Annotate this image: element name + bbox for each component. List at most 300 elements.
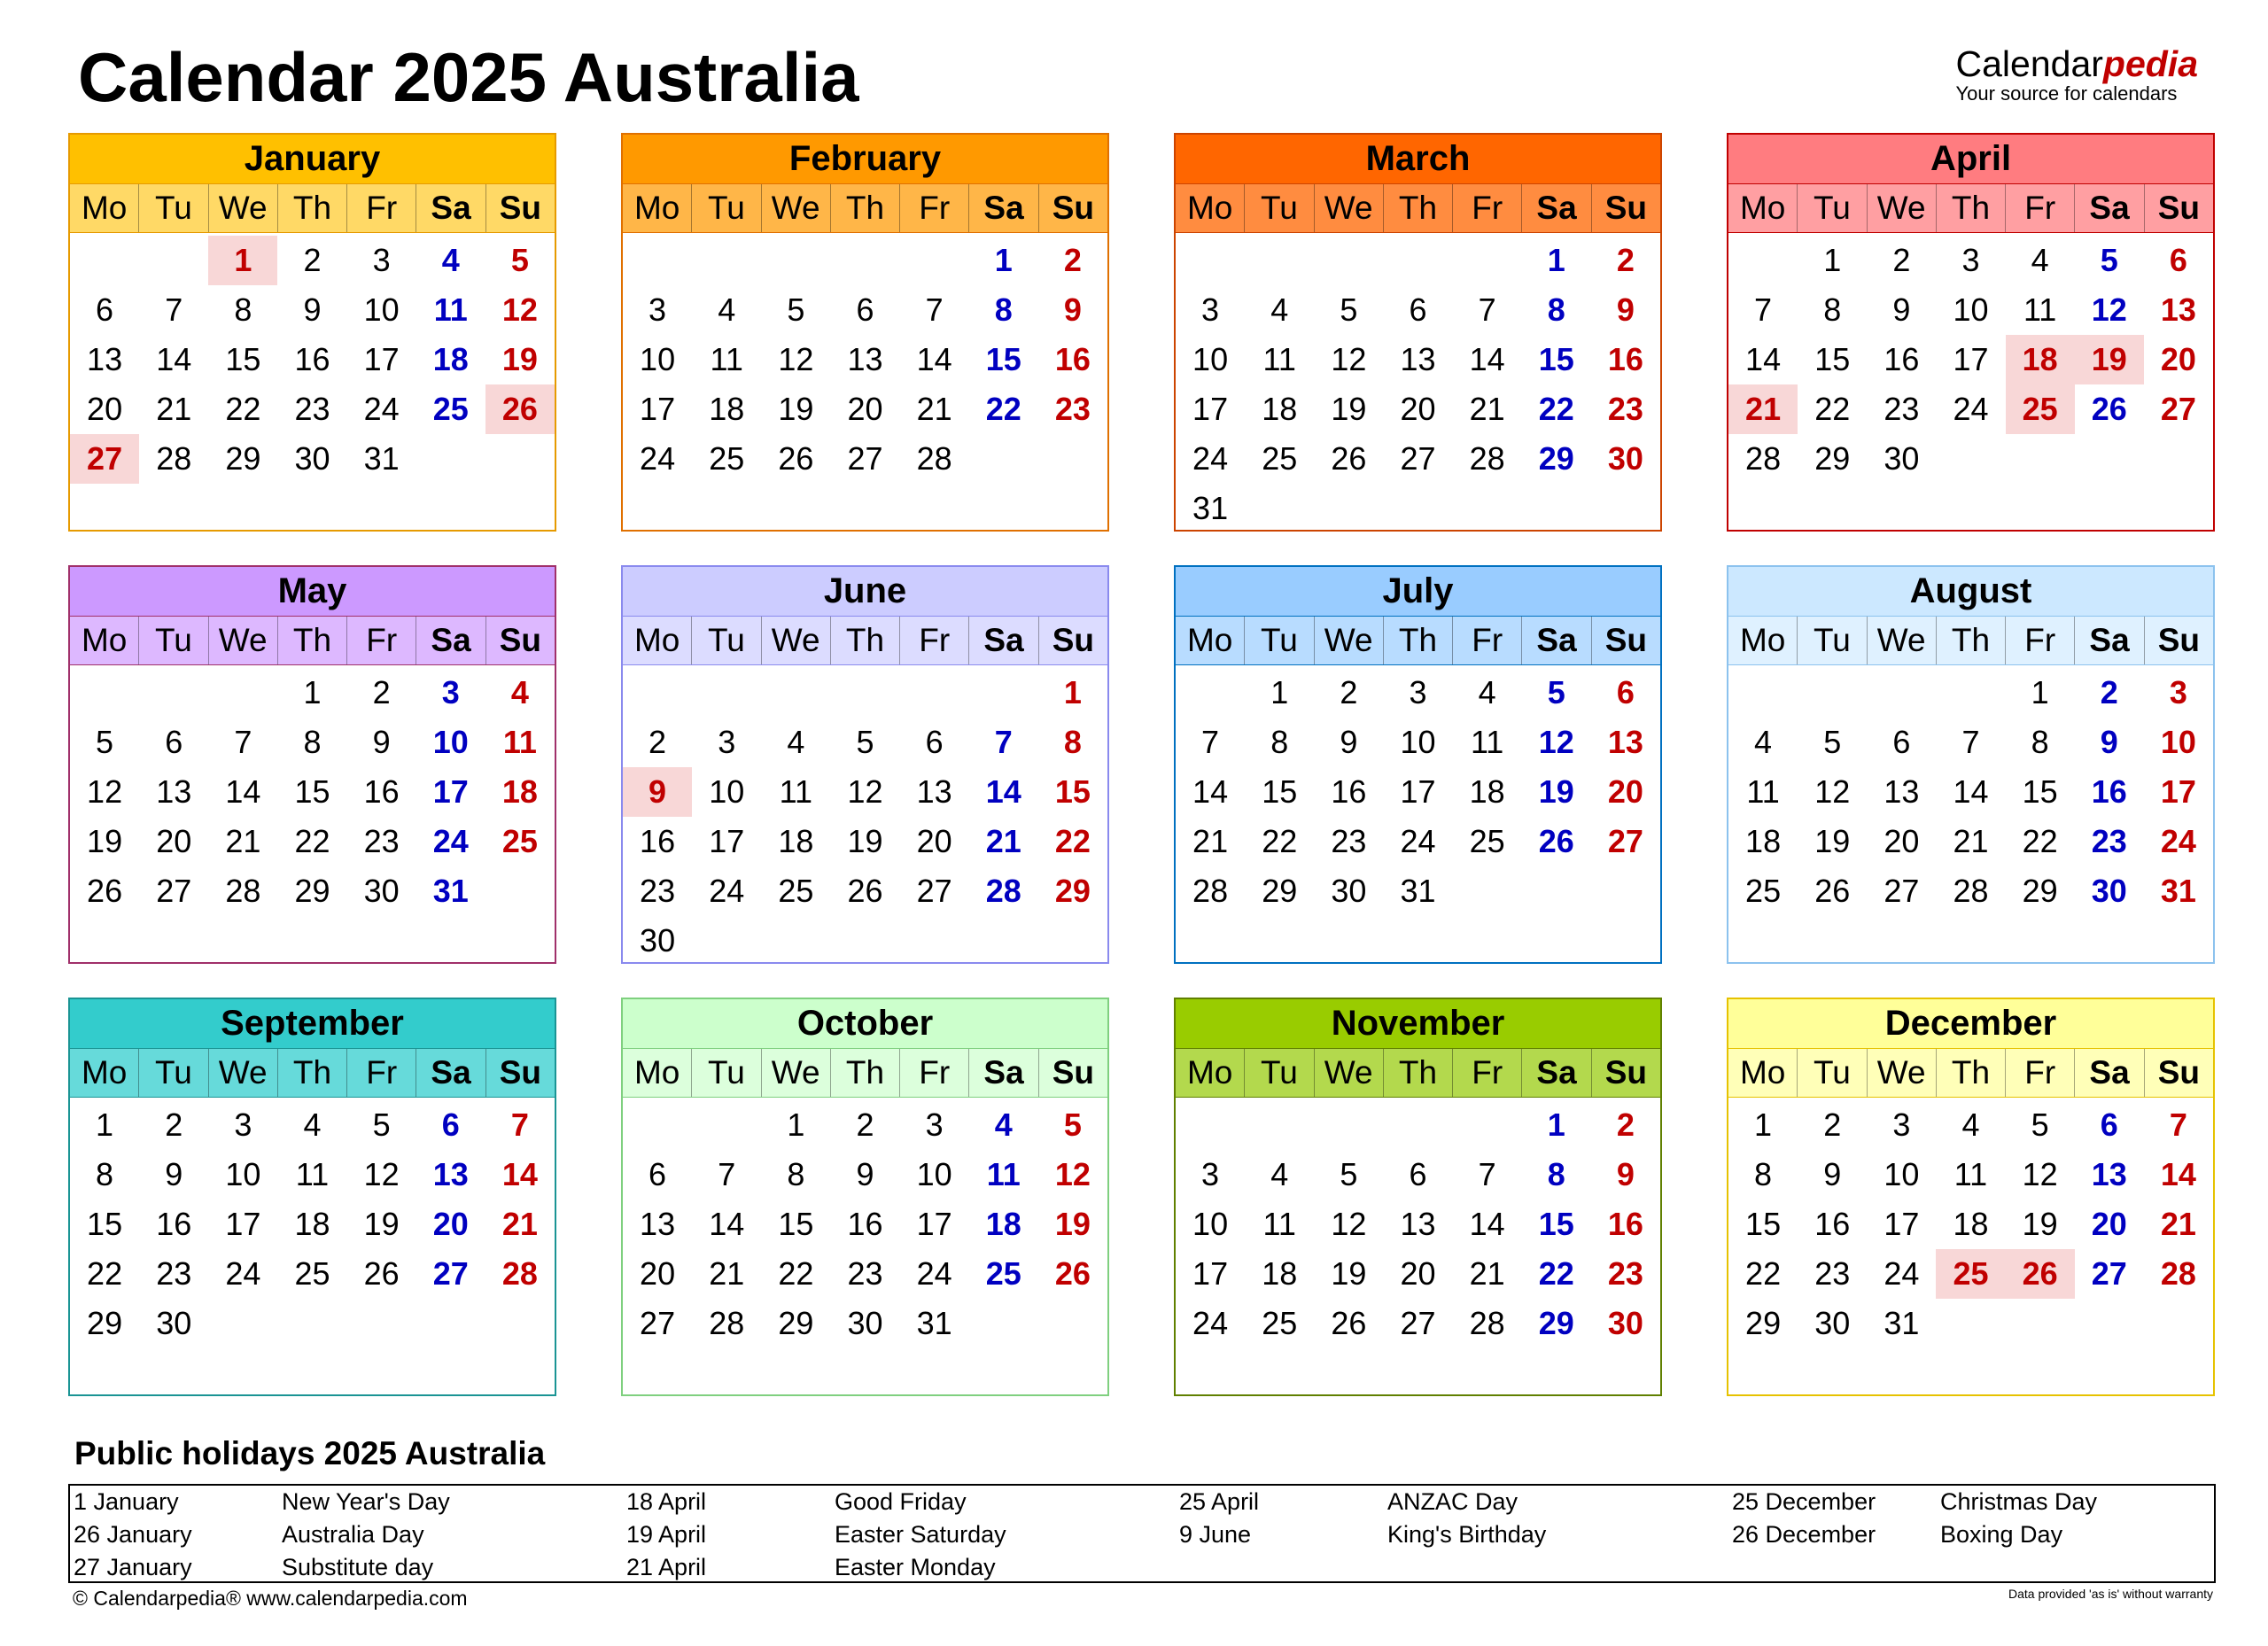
day-cell[interactable]: 18 (1262, 391, 1298, 427)
day-cell[interactable]: 9 (856, 1156, 874, 1192)
day-cell[interactable]: 1 (1547, 242, 1565, 278)
day-cell[interactable]: 15 (778, 1206, 814, 1242)
day-cell[interactable]: 9 (1823, 1156, 1842, 1192)
day-cell[interactable]: 17 (1192, 1255, 1229, 1292)
day-cell[interactable]: 17 (640, 391, 676, 427)
day-cell[interactable]: 30 (1884, 440, 1920, 477)
day-cell[interactable]: 24 (1192, 1305, 1229, 1341)
day-cell[interactable]: 24 (2160, 823, 2196, 859)
day-cell[interactable]: 15 (1262, 773, 1298, 810)
day-cell[interactable]: 10 (640, 341, 676, 377)
day-cell[interactable]: 7 (1478, 1156, 1496, 1192)
day-cell[interactable]: 25 (1745, 873, 1782, 909)
day-cell[interactable]: 23 (363, 823, 400, 859)
day-cell[interactable]: 13 (640, 1206, 676, 1242)
day-cell[interactable]: 12 (1054, 1156, 1091, 1192)
day-cell[interactable]: 26 (485, 384, 555, 434)
day-cell[interactable]: 16 (1331, 773, 1367, 810)
day-cell[interactable]: 9 (1340, 724, 1358, 760)
day-cell[interactable]: 13 (2160, 291, 2196, 328)
day-cell[interactable]: 29 (1538, 440, 1574, 477)
day-cell[interactable]: 23 (156, 1255, 192, 1292)
day-cell[interactable]: 2 (1340, 674, 1358, 710)
day-cell[interactable]: 6 (2100, 1106, 2118, 1143)
day-cell[interactable]: 22 (778, 1255, 814, 1292)
day-cell[interactable]: 12 (501, 291, 538, 328)
day-cell[interactable]: 30 (1607, 440, 1643, 477)
day-cell[interactable]: 27 (847, 440, 883, 477)
day-cell[interactable]: 9 (372, 724, 391, 760)
day-cell[interactable]: 20 (847, 391, 883, 427)
day-cell[interactable]: 23 (1054, 391, 1091, 427)
day-cell[interactable]: 11 (1262, 1206, 1296, 1242)
day-cell[interactable]: 7 (925, 291, 944, 328)
day-cell[interactable]: 17 (709, 823, 745, 859)
day-cell[interactable]: 29 (87, 1305, 123, 1341)
day-cell[interactable]: 13 (432, 1156, 469, 1192)
day-cell[interactable]: 23 (1331, 823, 1367, 859)
day-cell[interactable]: 19 (2022, 1206, 2058, 1242)
day-cell[interactable]: 27 (1607, 823, 1643, 859)
day-cell[interactable]: 16 (363, 773, 400, 810)
day-cell[interactable]: 12 (2022, 1156, 2058, 1192)
day-cell[interactable]: 7 (1961, 724, 1980, 760)
day-cell[interactable]: 9 (1616, 291, 1635, 328)
day-cell[interactable]: 14 (985, 773, 1021, 810)
day-cell[interactable]: 28 (709, 1305, 745, 1341)
day-cell[interactable]: 21 (916, 391, 952, 427)
day-cell[interactable]: 12 (363, 1156, 400, 1192)
day-cell[interactable]: 16 (1607, 341, 1643, 377)
day-cell[interactable]: 22 (1538, 1255, 1574, 1292)
day-cell[interactable]: 24 (640, 440, 676, 477)
day-cell[interactable]: 19 (87, 823, 123, 859)
day-cell[interactable]: 8 (1754, 1156, 1773, 1192)
day-cell[interactable]: 12 (87, 773, 123, 810)
day-cell[interactable]: 7 (1201, 724, 1220, 760)
day-cell[interactable]: 22 (294, 823, 330, 859)
day-cell[interactable]: 15 (1538, 341, 1574, 377)
day-cell[interactable]: 7 (234, 724, 252, 760)
day-cell[interactable]: 3 (1201, 1156, 1220, 1192)
day-cell[interactable]: 28 (1469, 440, 1505, 477)
day-cell[interactable]: 1 (2031, 674, 2049, 710)
day-cell[interactable]: 16 (1814, 1206, 1851, 1242)
day-cell[interactable]: 4 (510, 674, 529, 710)
day-cell[interactable]: 17 (225, 1206, 261, 1242)
day-cell[interactable]: 17 (1953, 341, 1989, 377)
day-cell[interactable]: 22 (1054, 823, 1091, 859)
day-cell[interactable]: 27 (640, 1305, 676, 1341)
day-cell[interactable]: 14 (709, 1206, 745, 1242)
day-cell[interactable]: 29 (1745, 1305, 1782, 1341)
day-cell[interactable]: 26 (847, 873, 883, 909)
day-cell[interactable]: 3 (372, 242, 391, 278)
day-cell[interactable]: 8 (1547, 1156, 1565, 1192)
day-cell[interactable]: 27 (916, 873, 952, 909)
day-cell[interactable]: 10 (1953, 291, 1989, 328)
day-cell[interactable]: 17 (2160, 773, 2196, 810)
day-cell[interactable]: 16 (294, 341, 330, 377)
day-cell[interactable]: 13 (2091, 1156, 2127, 1192)
day-cell[interactable]: 4 (1270, 291, 1289, 328)
day-cell[interactable]: 9 (165, 1156, 183, 1192)
day-cell[interactable]: 3 (718, 724, 736, 760)
day-cell[interactable]: 28 (156, 440, 192, 477)
day-cell[interactable]: 1 (1823, 242, 1842, 278)
day-cell[interactable]: 28 (1953, 873, 1989, 909)
day-cell[interactable]: 21 (1192, 823, 1229, 859)
day-cell[interactable]: 22 (985, 391, 1021, 427)
day-cell[interactable]: 28 (2160, 1255, 2196, 1292)
day-cell[interactable]: 5 (1340, 1156, 1358, 1192)
day-cell[interactable]: 19 (2075, 335, 2144, 384)
day-cell[interactable]: 14 (1192, 773, 1229, 810)
day-cell[interactable]: 24 (225, 1255, 261, 1292)
day-cell[interactable]: 19 (1054, 1206, 1091, 1242)
day-cell[interactable]: 1 (303, 674, 322, 710)
day-cell[interactable]: 14 (2160, 1156, 2196, 1192)
day-cell[interactable]: 16 (1607, 1206, 1643, 1242)
day-cell[interactable]: 29 (1538, 1305, 1574, 1341)
day-cell[interactable]: 11 (779, 773, 813, 810)
day-cell[interactable]: 29 (2022, 873, 2058, 909)
day-cell[interactable]: 5 (1063, 1106, 1082, 1143)
day-cell[interactable]: 29 (1814, 440, 1851, 477)
day-cell[interactable]: 15 (1745, 1206, 1782, 1242)
day-cell[interactable]: 26 (778, 440, 814, 477)
day-cell[interactable]: 29 (1054, 873, 1091, 909)
day-cell[interactable]: 3 (925, 1106, 944, 1143)
day-cell[interactable]: 20 (2091, 1206, 2127, 1242)
day-cell[interactable]: 8 (1823, 291, 1842, 328)
day-cell[interactable]: 30 (1607, 1305, 1643, 1341)
day-cell[interactable]: 23 (640, 873, 676, 909)
day-cell[interactable]: 30 (1814, 1305, 1851, 1341)
day-cell[interactable]: 4 (303, 1106, 322, 1143)
day-cell[interactable]: 23 (847, 1255, 883, 1292)
day-cell[interactable]: 25 (294, 1255, 330, 1292)
day-cell[interactable]: 18 (432, 341, 469, 377)
day-cell[interactable]: 8 (234, 291, 252, 328)
day-cell[interactable]: 23 (1814, 1255, 1851, 1292)
day-cell[interactable]: 25 (1936, 1249, 2005, 1299)
day-cell[interactable]: 7 (2169, 1106, 2187, 1143)
day-cell[interactable]: 9 (303, 291, 322, 328)
day-cell[interactable]: 9 (1616, 1156, 1635, 1192)
day-cell[interactable]: 3 (234, 1106, 252, 1143)
day-cell[interactable]: 6 (925, 724, 944, 760)
day-cell[interactable]: 18 (2006, 335, 2075, 384)
day-cell[interactable]: 22 (1814, 391, 1851, 427)
day-cell[interactable]: 30 (156, 1305, 192, 1341)
day-cell[interactable]: 7 (994, 724, 1013, 760)
day-cell[interactable]: 8 (303, 724, 322, 760)
day-cell[interactable]: 3 (649, 291, 667, 328)
day-cell[interactable]: 23 (1884, 391, 1920, 427)
day-cell[interactable]: 24 (1884, 1255, 1920, 1292)
day-cell[interactable]: 13 (1607, 724, 1643, 760)
day-cell[interactable]: 10 (1192, 1206, 1229, 1242)
day-cell[interactable]: 2 (2100, 674, 2118, 710)
day-cell[interactable]: 31 (2160, 873, 2196, 909)
day-cell[interactable]: 16 (1884, 341, 1920, 377)
day-cell[interactable]: 11 (1470, 724, 1504, 760)
day-cell[interactable]: 6 (96, 291, 114, 328)
day-cell[interactable]: 6 (649, 1156, 667, 1192)
day-cell[interactable]: 5 (856, 724, 874, 760)
day-cell[interactable]: 27 (156, 873, 192, 909)
day-cell[interactable]: 5 (510, 242, 529, 278)
day-cell[interactable]: 19 (363, 1206, 400, 1242)
day-cell[interactable]: 12 (778, 341, 814, 377)
day-cell[interactable]: 26 (1538, 823, 1574, 859)
day-cell[interactable]: 31 (916, 1305, 952, 1341)
day-cell[interactable]: 14 (1745, 341, 1782, 377)
day-cell[interactable]: 19 (847, 823, 883, 859)
day-cell[interactable]: 25 (709, 440, 745, 477)
day-cell[interactable]: 31 (1192, 490, 1229, 526)
day-cell[interactable]: 20 (1400, 391, 1436, 427)
day-cell[interactable]: 3 (1961, 242, 1980, 278)
day-cell[interactable]: 7 (165, 291, 183, 328)
day-cell[interactable]: 26 (1054, 1255, 1091, 1292)
day-cell[interactable]: 24 (432, 823, 469, 859)
day-cell[interactable]: 14 (225, 773, 261, 810)
day-cell[interactable]: 2 (1616, 242, 1635, 278)
day-cell[interactable]: 4 (441, 242, 460, 278)
day-cell[interactable]: 18 (501, 773, 538, 810)
day-cell[interactable]: 4 (2031, 242, 2049, 278)
day-cell[interactable]: 6 (856, 291, 874, 328)
day-cell[interactable]: 20 (2160, 341, 2196, 377)
day-cell[interactable]: 4 (1478, 674, 1496, 710)
day-cell[interactable]: 1 (1754, 1106, 1773, 1143)
day-cell[interactable]: 22 (2022, 823, 2058, 859)
day-cell[interactable]: 1 (787, 1106, 805, 1143)
day-cell[interactable]: 28 (916, 440, 952, 477)
day-cell[interactable]: 11 (295, 1156, 330, 1192)
day-cell[interactable]: 23 (1607, 1255, 1643, 1292)
day-cell[interactable]: 29 (294, 873, 330, 909)
day-cell[interactable]: 17 (1400, 773, 1436, 810)
day-cell[interactable]: 18 (1469, 773, 1505, 810)
day-cell[interactable]: 23 (2091, 823, 2127, 859)
day-cell[interactable]: 6 (1409, 1156, 1427, 1192)
day-cell[interactable]: 6 (2169, 242, 2187, 278)
day-cell[interactable]: 31 (1884, 1305, 1920, 1341)
day-cell[interactable]: 5 (2031, 1106, 2049, 1143)
day-cell[interactable]: 2 (372, 674, 391, 710)
day-cell[interactable]: 3 (1892, 1106, 1911, 1143)
day-cell[interactable]: 27 (432, 1255, 469, 1292)
day-cell[interactable]: 28 (985, 873, 1021, 909)
day-cell[interactable]: 19 (1331, 1255, 1367, 1292)
day-cell[interactable]: 18 (294, 1206, 330, 1242)
day-cell[interactable]: 27 (1884, 873, 1920, 909)
day-cell[interactable]: 4 (994, 1106, 1013, 1143)
day-cell[interactable]: 4 (1961, 1106, 1980, 1143)
day-cell[interactable]: 19 (1814, 823, 1851, 859)
day-cell[interactable]: 18 (1745, 823, 1782, 859)
day-cell[interactable]: 7 (1754, 291, 1773, 328)
day-cell[interactable]: 15 (985, 341, 1021, 377)
day-cell[interactable]: 25 (2006, 384, 2075, 434)
day-cell[interactable]: 5 (1340, 291, 1358, 328)
day-cell[interactable]: 15 (1538, 1206, 1574, 1242)
day-cell[interactable]: 11 (710, 341, 743, 377)
day-cell[interactable]: 10 (1884, 1156, 1920, 1192)
day-cell[interactable]: 15 (1814, 341, 1851, 377)
day-cell[interactable]: 4 (1754, 724, 1773, 760)
day-cell[interactable]: 8 (1547, 291, 1565, 328)
day-cell[interactable]: 18 (709, 391, 745, 427)
day-cell[interactable]: 16 (640, 823, 676, 859)
day-cell[interactable]: 30 (1331, 873, 1367, 909)
day-cell[interactable]: 21 (1728, 384, 1798, 434)
day-cell[interactable]: 19 (778, 391, 814, 427)
day-cell[interactable]: 22 (1538, 391, 1574, 427)
day-cell[interactable]: 30 (640, 922, 676, 959)
day-cell[interactable]: 11 (502, 724, 537, 760)
day-cell[interactable]: 27 (70, 434, 139, 484)
day-cell[interactable]: 14 (1469, 1206, 1505, 1242)
day-cell[interactable]: 16 (2091, 773, 2127, 810)
day-cell[interactable]: 2 (1063, 242, 1082, 278)
day-cell[interactable]: 20 (432, 1206, 469, 1242)
day-cell[interactable]: 16 (156, 1206, 192, 1242)
day-cell[interactable]: 13 (1884, 773, 1920, 810)
day-cell[interactable]: 8 (787, 1156, 805, 1192)
day-cell[interactable]: 1 (1063, 674, 1082, 710)
day-cell[interactable]: 21 (1469, 1255, 1505, 1292)
day-cell[interactable]: 8 (994, 291, 1013, 328)
day-cell[interactable]: 24 (1953, 391, 1989, 427)
day-cell[interactable]: 11 (433, 291, 468, 328)
day-cell[interactable]: 24 (709, 873, 745, 909)
day-cell[interactable]: 10 (1400, 724, 1436, 760)
day-cell[interactable]: 10 (2160, 724, 2196, 760)
day-cell[interactable]: 30 (2091, 873, 2127, 909)
day-cell[interactable]: 24 (916, 1255, 952, 1292)
day-cell[interactable]: 12 (847, 773, 883, 810)
day-cell[interactable]: 8 (1063, 724, 1082, 760)
day-cell[interactable]: 30 (847, 1305, 883, 1341)
day-cell[interactable]: 22 (1262, 823, 1298, 859)
day-cell[interactable]: 6 (1892, 724, 1911, 760)
day-cell[interactable]: 9 (2100, 724, 2118, 760)
day-cell[interactable]: 27 (1400, 440, 1436, 477)
day-cell[interactable]: 23 (294, 391, 330, 427)
day-cell[interactable]: 2 (856, 1106, 874, 1143)
day-cell[interactable]: 22 (225, 391, 261, 427)
day-cell[interactable]: 5 (96, 724, 114, 760)
day-cell[interactable]: 14 (916, 341, 952, 377)
day-cell[interactable]: 12 (2091, 291, 2127, 328)
day-cell[interactable]: 26 (1814, 873, 1851, 909)
day-cell[interactable]: 2 (1616, 1106, 1635, 1143)
day-cell[interactable]: 2 (165, 1106, 183, 1143)
day-cell[interactable]: 3 (2169, 674, 2187, 710)
day-cell[interactable]: 11 (2023, 291, 2057, 328)
day-cell[interactable]: 16 (847, 1206, 883, 1242)
day-cell[interactable]: 1 (96, 1106, 114, 1143)
day-cell[interactable]: 5 (2100, 242, 2118, 278)
day-cell[interactable]: 2 (1823, 1106, 1842, 1143)
day-cell[interactable]: 25 (1262, 1305, 1298, 1341)
day-cell[interactable]: 17 (1884, 1206, 1920, 1242)
day-cell[interactable]: 13 (156, 773, 192, 810)
day-cell[interactable]: 25 (1469, 823, 1505, 859)
day-cell[interactable]: 5 (1547, 674, 1565, 710)
day-cell[interactable]: 2 (303, 242, 322, 278)
day-cell[interactable]: 10 (363, 291, 400, 328)
day-cell[interactable]: 26 (1331, 440, 1367, 477)
brand-logo[interactable] (1956, 44, 2198, 105)
day-cell[interactable]: 18 (778, 823, 814, 859)
day-cell[interactable]: 4 (787, 724, 805, 760)
day-cell[interactable]: 7 (718, 1156, 736, 1192)
day-cell[interactable]: 20 (1884, 823, 1920, 859)
day-cell[interactable]: 29 (1262, 873, 1298, 909)
day-cell[interactable]: 28 (1469, 1305, 1505, 1341)
day-cell[interactable]: 13 (1400, 1206, 1436, 1242)
day-cell[interactable]: 3 (441, 674, 460, 710)
day-cell[interactable]: 13 (847, 341, 883, 377)
day-cell[interactable]: 10 (225, 1156, 261, 1192)
day-cell[interactable]: 21 (156, 391, 192, 427)
day-cell[interactable]: 17 (432, 773, 469, 810)
day-cell[interactable]: 24 (1192, 440, 1229, 477)
day-cell[interactable]: 10 (1192, 341, 1229, 377)
day-cell[interactable]: 6 (1616, 674, 1635, 710)
day-cell[interactable]: 27 (2160, 391, 2196, 427)
day-cell[interactable]: 14 (501, 1156, 538, 1192)
day-cell[interactable]: 21 (985, 823, 1021, 859)
day-cell[interactable]: 11 (1746, 773, 1780, 810)
day-cell[interactable]: 17 (363, 341, 400, 377)
day-cell[interactable]: 22 (1745, 1255, 1782, 1292)
day-cell[interactable]: 11 (986, 1156, 1021, 1192)
day-cell[interactable]: 18 (985, 1206, 1021, 1242)
day-cell[interactable]: 1 (208, 236, 277, 285)
day-cell[interactable]: 14 (156, 341, 192, 377)
day-cell[interactable]: 22 (87, 1255, 123, 1292)
day-cell[interactable]: 12 (1331, 341, 1367, 377)
day-cell[interactable]: 18 (1262, 1255, 1298, 1292)
day-cell[interactable]: 15 (1054, 773, 1091, 810)
day-cell[interactable]: 7 (510, 1106, 529, 1143)
day-cell[interactable]: 10 (916, 1156, 952, 1192)
day-cell[interactable]: 17 (916, 1206, 952, 1242)
day-cell[interactable]: 20 (916, 823, 952, 859)
day-cell[interactable]: 13 (87, 341, 123, 377)
day-cell[interactable]: 25 (1262, 440, 1298, 477)
day-cell[interactable]: 15 (2022, 773, 2058, 810)
day-cell[interactable]: 2 (1892, 242, 1911, 278)
day-cell[interactable]: 3 (1409, 674, 1427, 710)
day-cell[interactable]: 24 (1400, 823, 1436, 859)
day-cell[interactable]: 21 (501, 1206, 538, 1242)
day-cell[interactable]: 27 (1400, 1305, 1436, 1341)
day-cell[interactable]: 5 (1823, 724, 1842, 760)
day-cell[interactable]: 5 (787, 291, 805, 328)
day-cell[interactable]: 10 (432, 724, 469, 760)
day-cell[interactable]: 15 (87, 1206, 123, 1242)
day-cell[interactable]: 9 (1892, 291, 1911, 328)
day-cell[interactable]: 4 (718, 291, 736, 328)
day-cell[interactable]: 6 (441, 1106, 460, 1143)
